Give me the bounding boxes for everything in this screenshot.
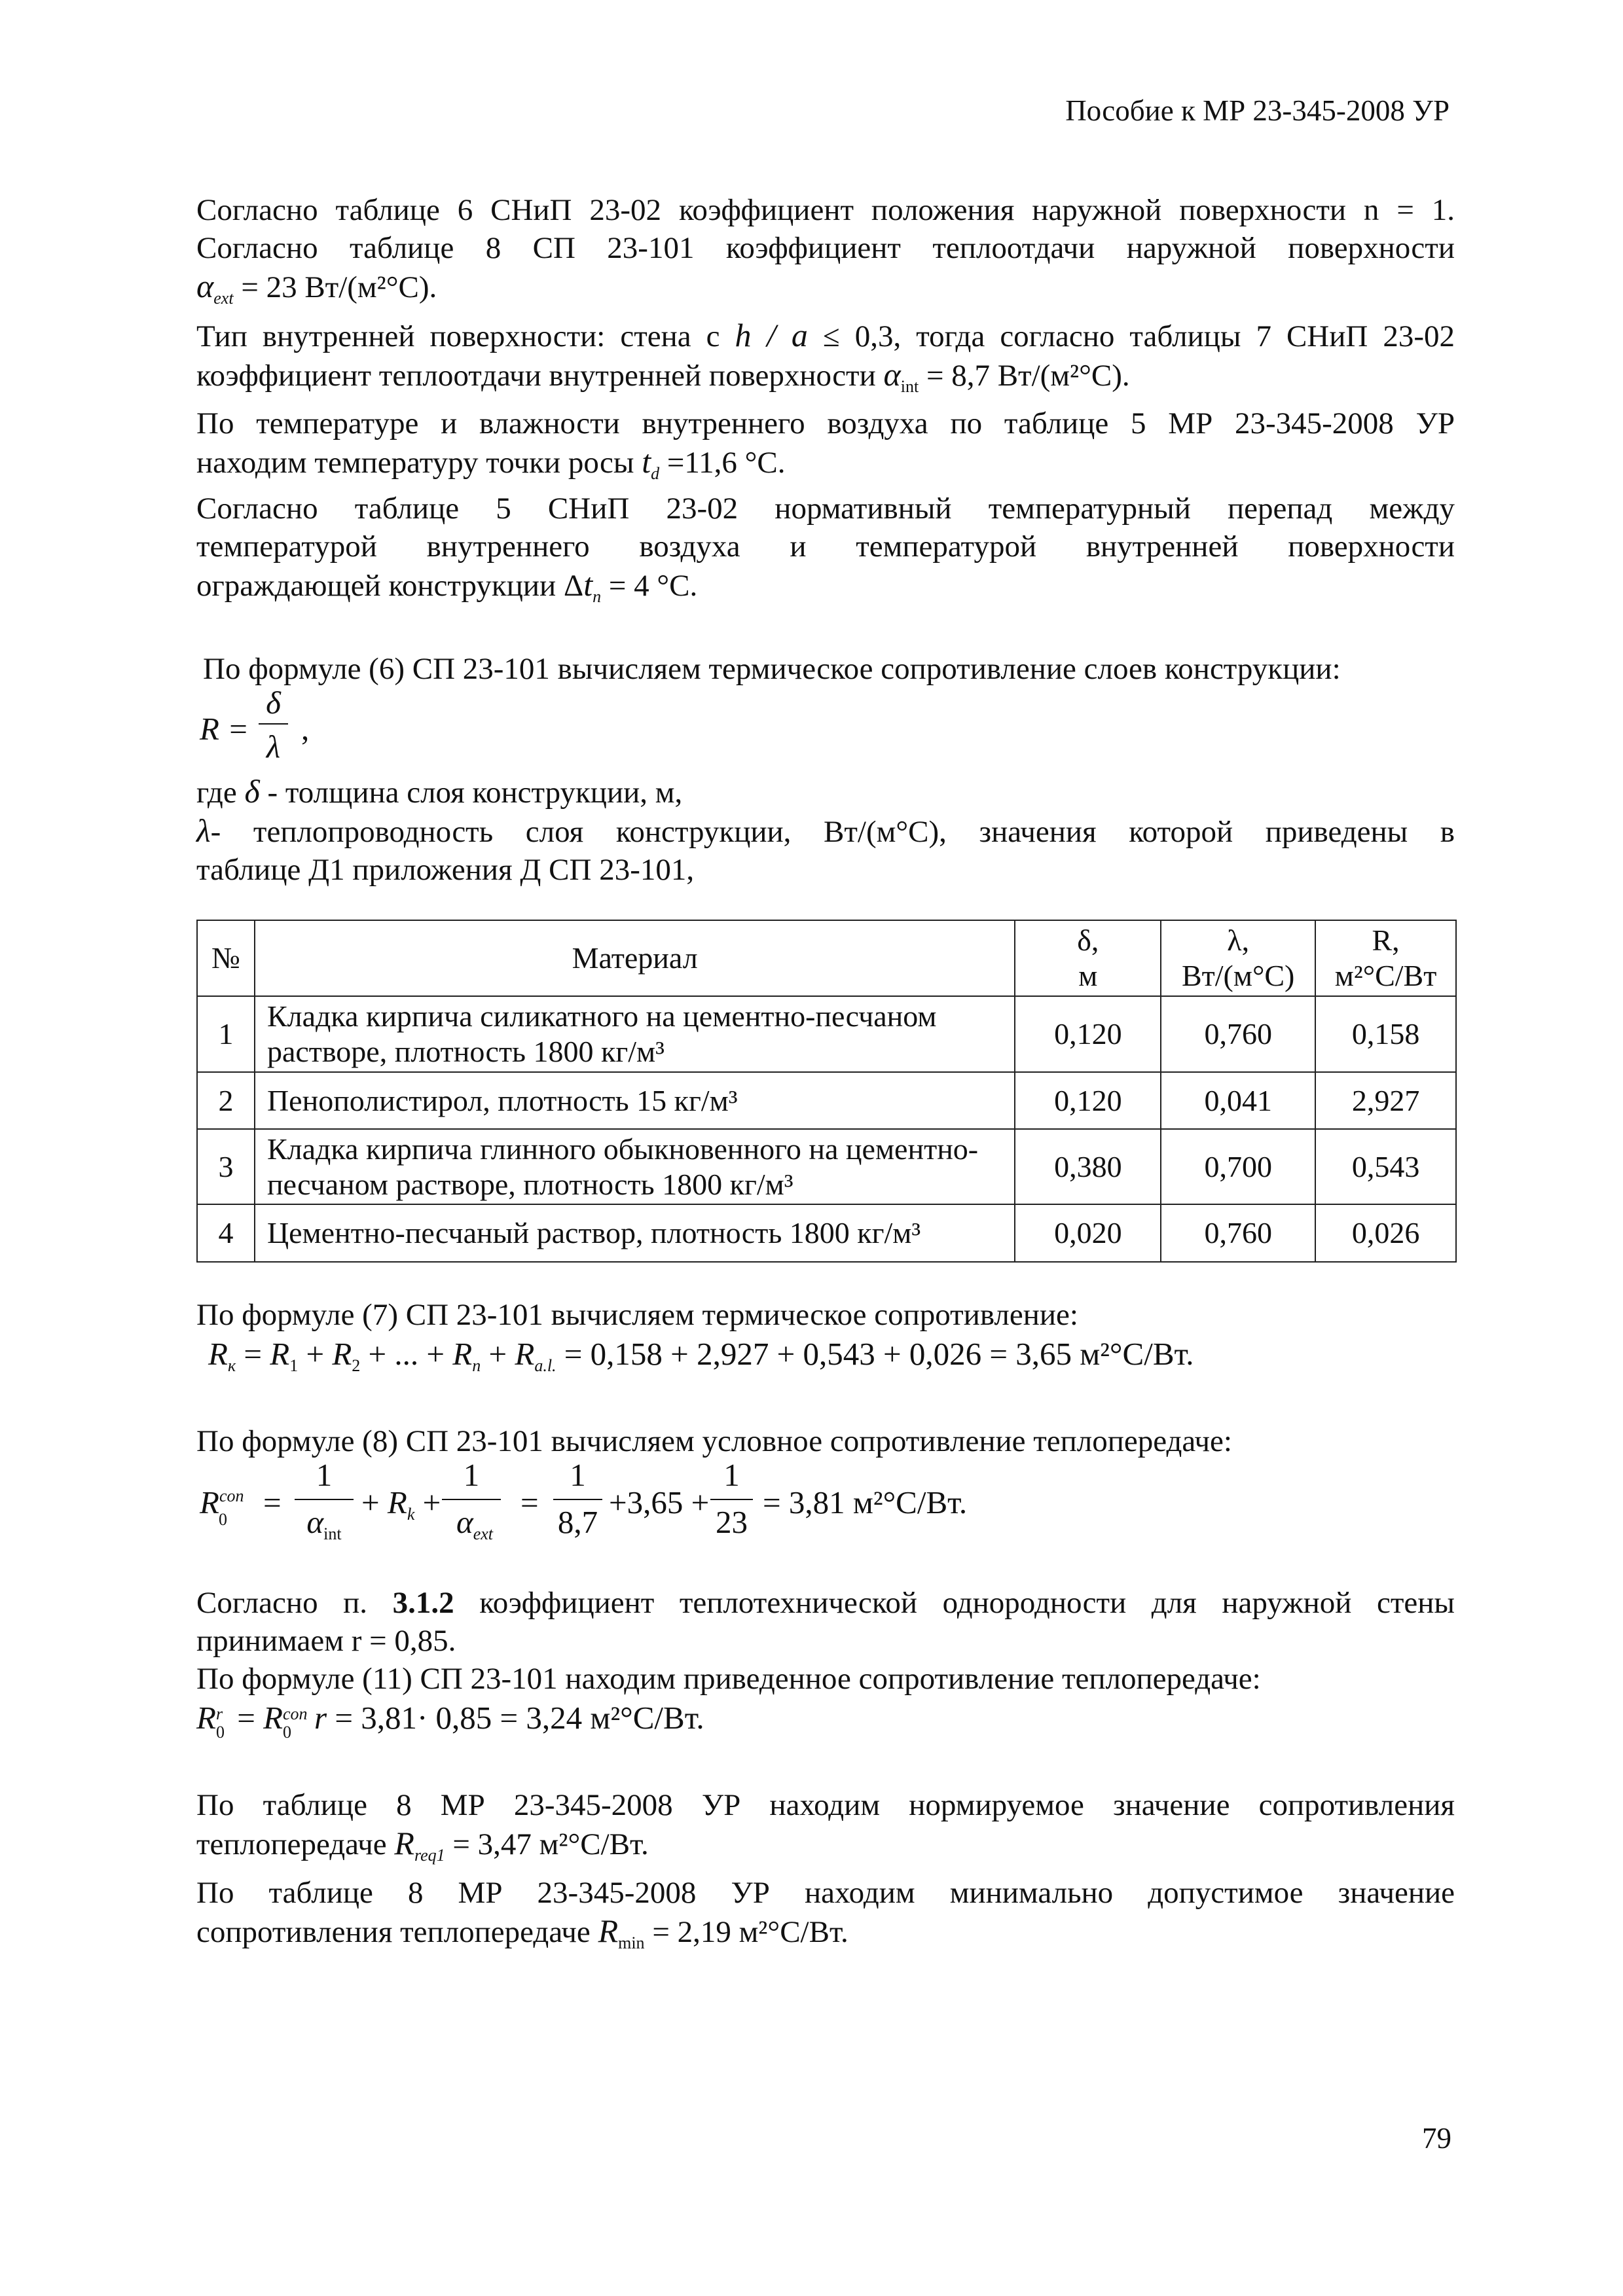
cell-r: 0,026 <box>1315 1204 1456 1262</box>
paragraph-formula-8 <box>196 1422 1455 1460</box>
cell-material: Цементно-песчаный раствор, плотность 1800 кг/м³ <box>255 1204 1015 1262</box>
text: - теплопроводность слоя конструкции, Вт/(м°С), значения которой приведены в <box>210 815 1455 849</box>
paragraph-formula-6 <box>196 650 1455 688</box>
line: температурой внутреннего воздуха и температурой внутренней поверхности <box>196 529 1455 564</box>
text: ограждающей конструкции <box>196 569 556 603</box>
line: принимаем r = 0,85. <box>196 1624 456 1658</box>
cell-r: 0,158 <box>1315 996 1456 1072</box>
formula-rk: $R_к = R_1 + R_2$ + ... + $R_n + R_{a.l.} = 0,158 + 2,927 + 0,543 + 0,026 = 3,65$ м²°С/Вт. <box>208 1336 1194 1375</box>
table-header-row <box>197 920 1456 996</box>
text: где <box>196 776 237 810</box>
header-r <box>1315 920 1456 996</box>
alpha-ext-symbol: α <box>196 268 214 304</box>
cell-lambda: 0,760 <box>1161 1204 1315 1262</box>
cell-delta: 0,380 <box>1015 1129 1161 1204</box>
line: По формуле (7) СП 23-101 вычисляем термическое сопротивление: <box>196 1298 1078 1332</box>
cell-delta: 0,020 <box>1015 1204 1161 1262</box>
paragraph-inner-surface <box>196 316 1455 395</box>
text: Тип внутренней поверхности: стена с <box>196 319 720 353</box>
table-row <box>197 996 1456 1072</box>
td-symbol: t <box>642 443 651 480</box>
line: находим температуру точки росы $t_d =11,6$ °С. <box>196 443 786 483</box>
cell-r: 2,927 <box>1315 1072 1456 1129</box>
paragraph-dew-point <box>196 404 1455 482</box>
cell-number: 1 <box>197 996 255 1072</box>
cell-material: Кладка кирпича силикатного на цементно-песчаном растворе, плотность 1800 кг/м³ <box>255 996 1015 1072</box>
line <box>196 1584 1455 1622</box>
page-number: 79 <box>1422 2122 1451 2155</box>
cell-delta: 0,120 <box>1015 996 1161 1072</box>
cell-number: 4 <box>197 1204 255 1262</box>
r-req-symbol: R <box>394 1825 414 1861</box>
lambda-symbol: λ <box>266 728 281 764</box>
paragraph-where <box>196 772 1455 889</box>
line: таблице Д1 приложения Д СП 23-101, <box>196 853 695 887</box>
r-symbol: R = <box>200 711 249 747</box>
text: коэффициент теплоотдачи внутренней поверхности <box>196 359 876 393</box>
line: По формуле (6) СП 23-101 вычисляем термическое сопротивление слоев конструкции: <box>203 652 1341 686</box>
line: По формуле (11) СП 23-101 находим приведенное сопротивление теплопередаче: <box>196 1662 1261 1696</box>
line: сопротивления теплопередаче $R_{min} = 2,19$ м²°С/Вт. <box>196 1912 848 1952</box>
cell-number: 3 <box>197 1129 255 1204</box>
formula-r0-r: R r 0 = R con 0 r = 3,81· 0,85 = 3,24 м²°С/Вт. <box>196 1700 704 1742</box>
table-row <box>197 1072 1456 1129</box>
line: ограждающей конструкции $\Delta t_n = 4$ °С. <box>196 566 698 606</box>
line: По формуле (8) СП 23-101 вычисляем условное сопротивление теплопередаче: <box>196 1424 1232 1458</box>
value: = 23 Вт/(м²°С). <box>241 270 437 304</box>
line: По таблице 8 МР 23-345-2008 УР находим нормируемое значение сопротивления <box>196 1788 1455 1822</box>
denominator-23: 23 <box>716 1504 748 1540</box>
value: = 4 °С. <box>608 569 698 603</box>
line: Согласно таблице 5 СНиП 23-02 нормативный температурный перепад между <box>196 492 1455 526</box>
section-reference: 3.1.2 <box>392 1586 454 1620</box>
formula-values: = 0,158 + 2,927 + 0,543 + 0,026 <box>564 1336 982 1372</box>
formula-result: = 3,81 м²°С/Вт. <box>763 1484 968 1520</box>
denominator-8-7: 8,7 <box>557 1504 598 1540</box>
text: коэффициент теплотехнической однородности для наружной стены <box>479 1586 1455 1620</box>
r-min-symbol: R <box>598 1912 619 1949</box>
value: = 2,19 м²°С/Вт. <box>652 1915 848 1949</box>
table-row <box>197 1129 1456 1204</box>
cell-material: Кладка кирпича глинного обыкновенного на цементно-песчаном растворе, плотность 1800 кг/м³ <box>255 1129 1015 1204</box>
text: находим температуру точки росы <box>196 446 634 480</box>
delta-symbol: δ <box>266 685 281 721</box>
cell-delta: 0,120 <box>1015 1072 1161 1129</box>
delta-symbol: δ <box>244 773 260 810</box>
line: Тип внутренней поверхности: стена с h / a ≤ 0,3, тогда согласно таблицы 7 СНиП 23-02 <box>196 317 1455 353</box>
formula-mid: +3,65 + <box>609 1484 710 1520</box>
formula-result: = 3,81· 0,85 = 3,24 м²°С/Вт. <box>335 1700 704 1736</box>
table-row <box>197 1204 1456 1262</box>
line <box>196 772 1455 812</box>
formula-r0-con: $R^{con}$ 0 = 1 $\alpha_{int}$ + $R_k$ + 1 $\alpha_{ext}$ = 1 8,7 +3,65 + 1 23 = 3,81 м²°С/Вт. <box>200 1457 968 1543</box>
value: = 3,47 м²°С/Вт. <box>452 1827 649 1861</box>
line: По температуре и влажности внутреннего воздуха по таблице 5 МР 23-345-2008 УР <box>196 406 1455 440</box>
header-lambda-text: λ, Вт/(м°С) <box>1181 924 1295 992</box>
paragraph-req-resistance <box>196 1786 1455 1863</box>
header-material: Материал <box>255 920 1015 996</box>
text: 0,3, тогда согласно таблицы 7 СНиП 23-02 <box>854 319 1455 353</box>
line: коэффициент теплоотдачи внутренней поверхности $\alpha_{int} = 8,7$ Вт/(м²°С). <box>196 356 1130 396</box>
text: - толщина слоя конструкции, м, <box>267 776 683 810</box>
line <box>196 812 1455 851</box>
h-over-a-symbol: h / a <box>735 317 808 353</box>
page-header: Пособие к МР 23-345-2008 УР <box>1065 94 1450 127</box>
text: Согласно п. <box>196 1586 368 1620</box>
header-delta-text: δ, м <box>1077 924 1099 992</box>
text: теплопередаче <box>196 1827 387 1861</box>
cell-material: Пенополистирол, плотность 15 кг/м³ <box>255 1072 1015 1129</box>
comma: , <box>301 711 310 747</box>
paragraph-outer-surface <box>196 191 1455 306</box>
line: $\alpha_{ext} = 23$ Вт/(м²°С). <box>196 268 437 308</box>
paragraph-formula-7 <box>196 1296 1455 1334</box>
formula-r-delta-lambda <box>196 687 327 772</box>
alpha-int-symbol: α <box>883 356 901 393</box>
formula-result: = 3,65 м²°С/Вт. <box>989 1336 1194 1372</box>
text: сопротивления теплопередаче <box>196 1915 591 1949</box>
paragraph-temperature-drop <box>196 490 1455 605</box>
header-delta <box>1015 920 1161 996</box>
paragraph-min-resistance <box>196 1874 1455 1951</box>
line: Согласно таблице 6 СНиП 23-02 коэффициент положения наружной поверхности n = 1. <box>196 193 1455 227</box>
cell-lambda: 0,760 <box>1161 996 1315 1072</box>
cell-r: 0,543 <box>1315 1129 1456 1204</box>
line: теплопередаче $R_{req1} = 3,47$ м²°С/Вт. <box>196 1825 649 1865</box>
line: Согласно таблице 8 СП 23-101 коэффициент теплоотдачи наружной поверхности <box>196 231 1455 265</box>
delta-t-symbol: Δt <box>563 566 593 603</box>
paragraph-coefficient-r <box>196 1584 1455 1698</box>
value: =11,6 °С. <box>666 446 786 480</box>
cell-lambda: 0,700 <box>1161 1129 1315 1204</box>
cell-number: 2 <box>197 1072 255 1129</box>
header-lambda <box>1161 920 1315 996</box>
lambda-symbol: λ <box>196 812 211 849</box>
value: = 8,7 Вт/(м²°С). <box>926 359 1130 393</box>
header-r-text: R, м²°С/Вт <box>1334 924 1437 992</box>
line: По таблице 8 МР 23-345-2008 УР находим минимально допустимое значение <box>196 1876 1455 1910</box>
materials-table <box>196 920 1457 1263</box>
cell-lambda: 0,041 <box>1161 1072 1315 1129</box>
header-number: № <box>197 920 255 996</box>
